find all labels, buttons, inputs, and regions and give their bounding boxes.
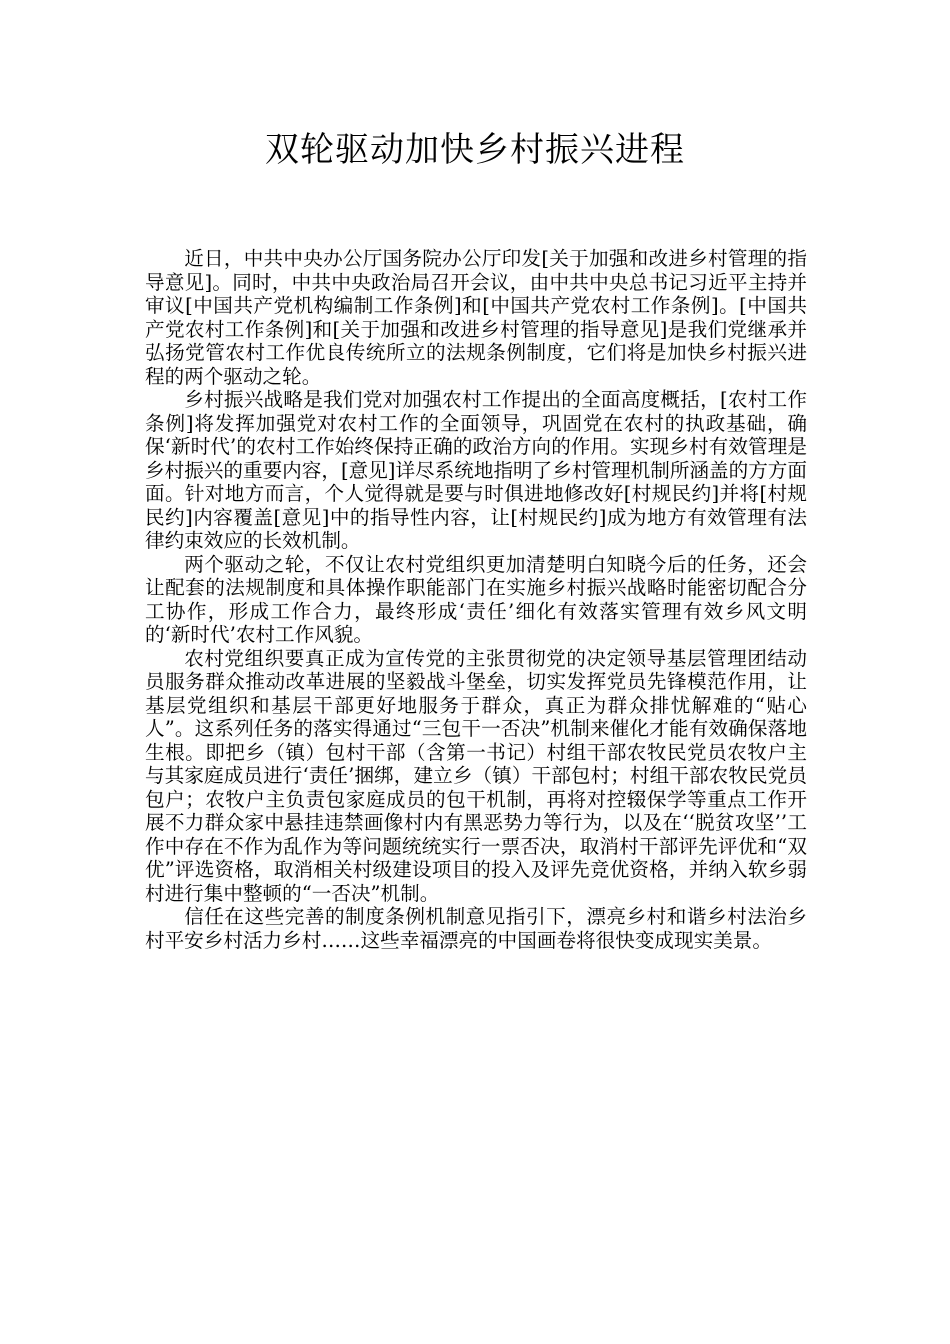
paragraph: 乡村振兴战略是我们党对加强农村工作提出的全面高度概括，[农村工作条例]将发挥加强党对农村工作的全面领导，巩固党在农村的执政基础，确保‘新时代’的农村工作始终保持正确的政治方向的作用。实现乡村有效管理是乡村振兴的重要内容，[意见]详尽系统地指明了乡村管理机制所涵盖的方方面面。针对地方而言，个人觉得就是要与时俱进地修改好[村规民约]并将[村规民约]内容覆盖[意见]中的指导性内容，让[村规民约]成为地方有效管理有法律约束效应的长效机制。 [145, 388, 807, 552]
document-body [145, 247, 807, 952]
document-title: 双轮驱动加快乡村振兴进程 [265, 130, 685, 170]
paragraph: 农村党组织要真正成为宣传党的主张贯彻党的决定领导基层管理团结动员服务群众推动改革进展的坚毅战斗堡垒，切实发挥党员先锋模范作用，让基层党组织和基层干部更好地服务于群众，真正为群众排忧解难的“贴心人”。这系列任务的落实得通过“三包干一否决”机制来催化才能有效确保落地生根。即把乡（镇）包村干部（含第一书记）村组干部农牧民党员农牧户主与其家庭成员进行‘责任’捆绑，建立乡（镇）干部包村；村组干部农牧民党员包户；农牧户主负责包家庭成员的包干机制，再将对控辍保学等重点工作开展不力群众家中悬挂违禁画像村内有黑恶势力等行为，以及在‘‘脱贫攻坚’’工作中存在不作为乱作为等问题统统实行一票否决，取消村干部评先评优和“双优”评选资格，取消相关村级建设项目的投入及评先竞优资格，并纳入软乡弱村进行集中整顿的“一否决”机制。 [145, 646, 807, 905]
paragraph: 两个驱动之轮，不仅让农村党组织更加清楚明白知晓今后的任务，还会让配套的法规制度和具体操作职能部门在实施乡村振兴战略时能密切配合分工协作，形成工作合力，最终形成‘责任’细化有效落实管理有效乡风文明的‘新时代’农村工作风貌。 [145, 552, 807, 646]
paragraph: 信任在这些完善的制度条例机制意见指引下，漂亮乡村和谐乡村法治乡村平安乡村活力乡村……这些幸福漂亮的中国画卷将很快变成现实美景。 [145, 905, 807, 952]
paragraph: 近日，中共中央办公厅国务院办公厅印发[关于加强和改进乡村管理的指导意见]。同时，中共中央政治局召开会议，由中共中央总书记习近平主持并审议[中国共产党机构编制工作条例]和[中国共产党农村工作条例]。[中国共产党农村工作条例]和[关于加强和改进乡村管理的指导意见]是我们党继承并弘扬党管农村工作优良传统所立的法规条例制度，它们将是加快乡村振兴进程的两个驱动之轮。 [145, 247, 807, 388]
